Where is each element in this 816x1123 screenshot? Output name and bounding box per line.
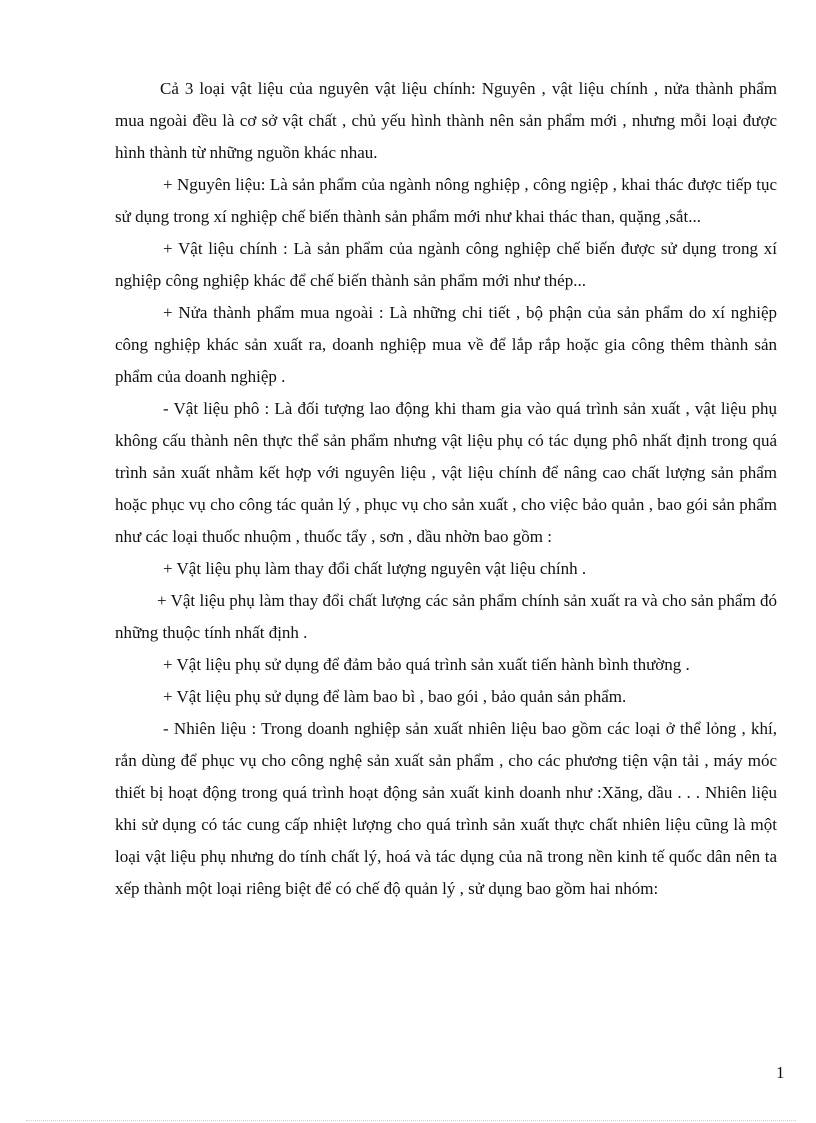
paragraph-nua-thanh-pham: + Nửa thành phẩm mua ngoài : Là những chi tiết , bộ phận của sản phẩm do xí nghiệp công nghiệp khác sản xuất ra, doanh nghiệp mua về để lắp rắp hoặc gia công thêm thành sản phẩm của doanh nghiệp . bbox=[115, 303, 777, 386]
list-item: + Vật liệu phụ sử dụng để làm bao bì , bao gói , bảo quản sản phẩm. bbox=[163, 687, 627, 706]
body-text bbox=[115, 73, 777, 905]
list-item: + Vật liệu phụ sử dụng để đảm bảo quá trình sản xuất tiến hành bình thường . bbox=[163, 655, 690, 674]
paragraph-vat-lieu-chinh: + Vật liệu chính : Là sản phẩm của ngành công nghiệp chế biến được sử dụng trong xí nghiệp công nghiệp khác để chế biến thành sản phẩm mới như thép... bbox=[115, 239, 777, 290]
paragraph-intro: Cả 3 loại vật liệu của nguyên vật liệu chính: Nguyên , vật liệu chính , nửa thành phẩm mua ngoài đều là cơ sở vật chất , chủ yếu hình thành nên sản phẩm mới , nhưng mỗi loại được hình thành từ những nguồn khác nhau. bbox=[115, 79, 777, 162]
list-item: + Vật liệu phụ làm thay đổi chất lượng các sản phẩm chính sản xuất ra và cho sản phẩm đó những thuộc tính nhất định . bbox=[115, 591, 777, 642]
list-item: + Vật liệu phụ làm thay đổi chất lượng nguyên vật liệu chính . bbox=[163, 559, 587, 578]
paragraph-nhien-lieu: - Nhiên liệu : Trong doanh nghiệp sản xuất nhiên liệu bao gồm các loại ở thể lỏng , khí, rắn dùng để phục vụ cho công nghệ sản xuất sản phẩm , cho các phương tiện vận tải , máy móc thiết bị hoạt động trong quá trình hoạt động sản xuất kinh doanh như :Xăng, dầu . . . Nhiên liệu khi sử dụng có tác cung cấp nhiệt lượng cho quá trình sản xuất thực chất nhiên liệu cũng là một loại vật liệu phụ nhưng do tính chất lý, hoá và tác dụng của nã trong nền kinh tế quốc dân nên ta xếp thành một loại riêng biệt để có chế độ quản lý , sử dụng bao gồm hai nhóm: bbox=[115, 719, 777, 898]
page-bottom-divider bbox=[26, 1120, 796, 1121]
paragraph-vat-lieu-phu: - Vật liệu phô : Là đối tượng lao động khi tham gia vào quá trình sản xuất , vật liệu phụ không cấu thành nên thực thể sản phẩm nhưng vật liệu phụ có tác dụng phô nhất định trong quá trình sản xuất nhằm kết hợp với nguyên liệu , vật liệu chính để nâng cao chất lượng sản phẩm hoặc phục vụ cho công tác quản lý , phục vụ cho sản xuất , cho việc bảo quản , bao gói sản phẩm như các loại thuốc nhuộm , thuốc tẩy , sơn , dầu nhờn bao gồm : bbox=[115, 399, 777, 546]
paragraph-nguyen-lieu: + Nguyên liệu: Là sản phẩm của ngành nông nghiệp , công ngiệp , khai thác được tiếp tục sử dụng trong xí nghiệp chế biến thành sản phẩm mới như khai thác than, quặng ,sắt... bbox=[115, 175, 777, 226]
page-number: 1 bbox=[776, 1063, 785, 1082]
